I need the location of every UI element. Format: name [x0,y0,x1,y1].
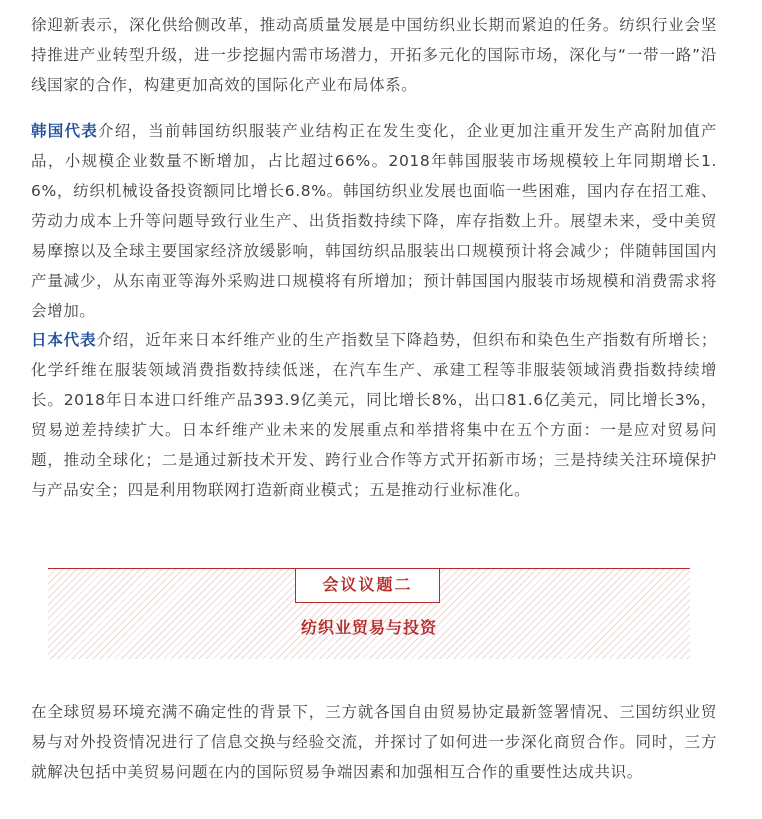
korea-paragraph-text: 介绍，当前韩国纺织服装产业结构正在发生变化，企业更加注重开发生产高附加值产品，小规模企业数量不断增加，占比超过66%。2018年韩国服装市场规模较上年同期增长1.6%，纺织机械设备投资额同比增长6.8%。韩国纺织业发展也面临一些困难，国内存在招工难、劳动力成本上升等问题导致行业生产、出货指数持续下降，库存指数上升。展望未来，受中美贸易摩擦以及全球主要国家经济放缓影响，韩国纺织品服装出口规模预计将会减少；伴随韩国国内产量减少，从东南亚等海外采购进口规模将有所增加；预计韩国国内服装市场规模和消费需求将会增加。 [31,122,718,320]
paragraph-trade-consensus: 在全球贸易环境充满不确定性的背景下，三方就各国自由贸易协定最新签署情况、三国纺织业贸易与对外投资情况进行了信息交换与经验交流，并探讨了如何进一步深化商贸合作。同时，三方就解决包括中美贸易问题在内的国际贸易争端因素和加强相互合作的重要性达成共识。 [31,703,717,781]
agenda-topic-title: 纺织业贸易与投资 [300,618,437,637]
korea-delegate-lead: 韩国代表 [31,122,98,140]
japan-paragraph-text: 介绍，近年来日本纤维产业的生产指数呈下降趋势，但织布和染色生产指数有所增长；化学纤维在服装领域消费指数持续低迷，在汽车生产、承建工程等非服装领域消费指数持续增长。2018年日本进口纤维产品393.9亿美元，同比增长8%，出口81.6亿美元，同比增长3%，贸易逆差持续扩大。日本纤维产业未来的发展重点和举措将集中在五个方面：一是应对贸易问题，推动全球化；二是通过新技术开发、跨行业合作等方式开拓新市场；三是持续关注环境保护与产品安全；四是利用物联网打造新商业模式；五是推动行业标准化。 [31,331,717,499]
agenda-topic-tab: 会议议题二 [295,569,440,603]
paragraph-xu-yingxin: 徐迎新表示，深化供给侧改革，推动高质量发展是中国纺织业长期而紧迫的任务。纺织行业会坚持推进产业转型升级，进一步挖掘内需市场潜力，开拓多元化的国际市场，深化与“一带一路”沿线国家的合作，构建更加高效的国际化产业布局体系。 [31,16,717,94]
paragraph-japan [31,325,717,505]
paragraph-korea [31,116,717,326]
agenda-topic-banner [48,568,690,659]
japan-delegate-lead: 日本代表 [31,331,97,349]
